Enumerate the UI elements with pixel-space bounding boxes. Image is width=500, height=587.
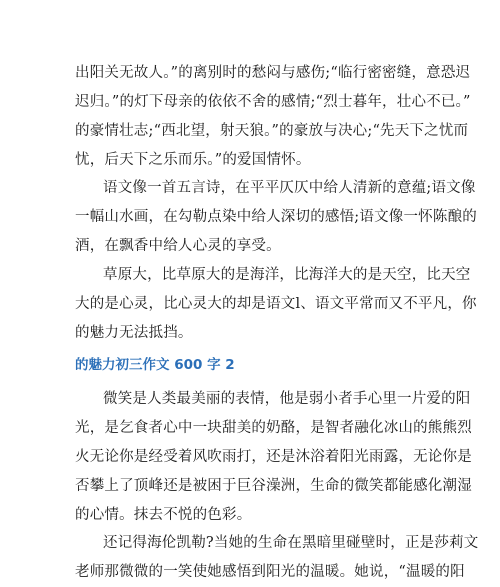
text-line: 忧，后天下之乐而乐。”的爱国情怀。 (75, 152, 311, 168)
paragraph-grassland-ocean (75, 261, 477, 348)
text-line: 的豪情壮志;“西北望，射天狼。”的豪放与决心;“先天下之忧而 (75, 123, 469, 139)
paragraph-helen-keller (75, 529, 479, 587)
text-line: 语文像一首五言诗，在平平仄仄中给人清新的意蕴;语文像 (103, 180, 476, 196)
text-line: 否攀上了顶峰还是被困于巨谷澡洲，生命的微笑都能感化潮湿 (75, 478, 472, 494)
text-line: 酒，在飘香中给人心灵的享受。 (75, 238, 281, 254)
text-line: 火无论你是经受着风吹雨打，还是沐浴着阳光雨露，无论你是 (75, 449, 472, 465)
text-line: 草原大，比草原大的是海洋，比海洋大的是天空，比天空 (103, 267, 471, 283)
text-line: 光，是乞食者心中一块甜美的奶酪，是智者融化冰山的熊熊烈 (75, 420, 472, 436)
text-line: 迟归。”的灯下母亲的依依不舍的感情;“烈士暮年，壮心不已。” (75, 94, 471, 110)
text-line: 微笑是人类最美丽的表情，他是弱小者手心里一片爱的阳 (103, 391, 471, 407)
text-line: 一幅山水画，在勾勒点染中给人深切的感悟;语文像一怀陈酿的 (75, 209, 477, 225)
text-line: 出阳关无故人。”的离别时的愁闷与感伤;“临行密密缝，意恐迟 (75, 65, 471, 81)
text-line: 老师那微微的一笑使她感悟到阳光的温暖。她说，“温暖的阳 (75, 564, 465, 580)
paragraph-smile (75, 385, 472, 530)
paragraph-chinese-like-poem (75, 174, 477, 261)
text-line: 的心情。抹去不悦的色彩。 (75, 507, 252, 523)
paragraph-farewell-quotes (75, 59, 471, 175)
section-heading: 的魅力初三作文 600 字 2 (75, 357, 235, 373)
text-line: 还记得海伦凯勒?当她的生命在黑暗里碰壁时，正是莎莉文 (103, 535, 479, 551)
text-line: 大的是心灵，比心灵大的却是语文l、语文平常而又不平凡，你 (75, 296, 477, 312)
text-line: 的魅力无法抵挡。 (75, 325, 193, 341)
